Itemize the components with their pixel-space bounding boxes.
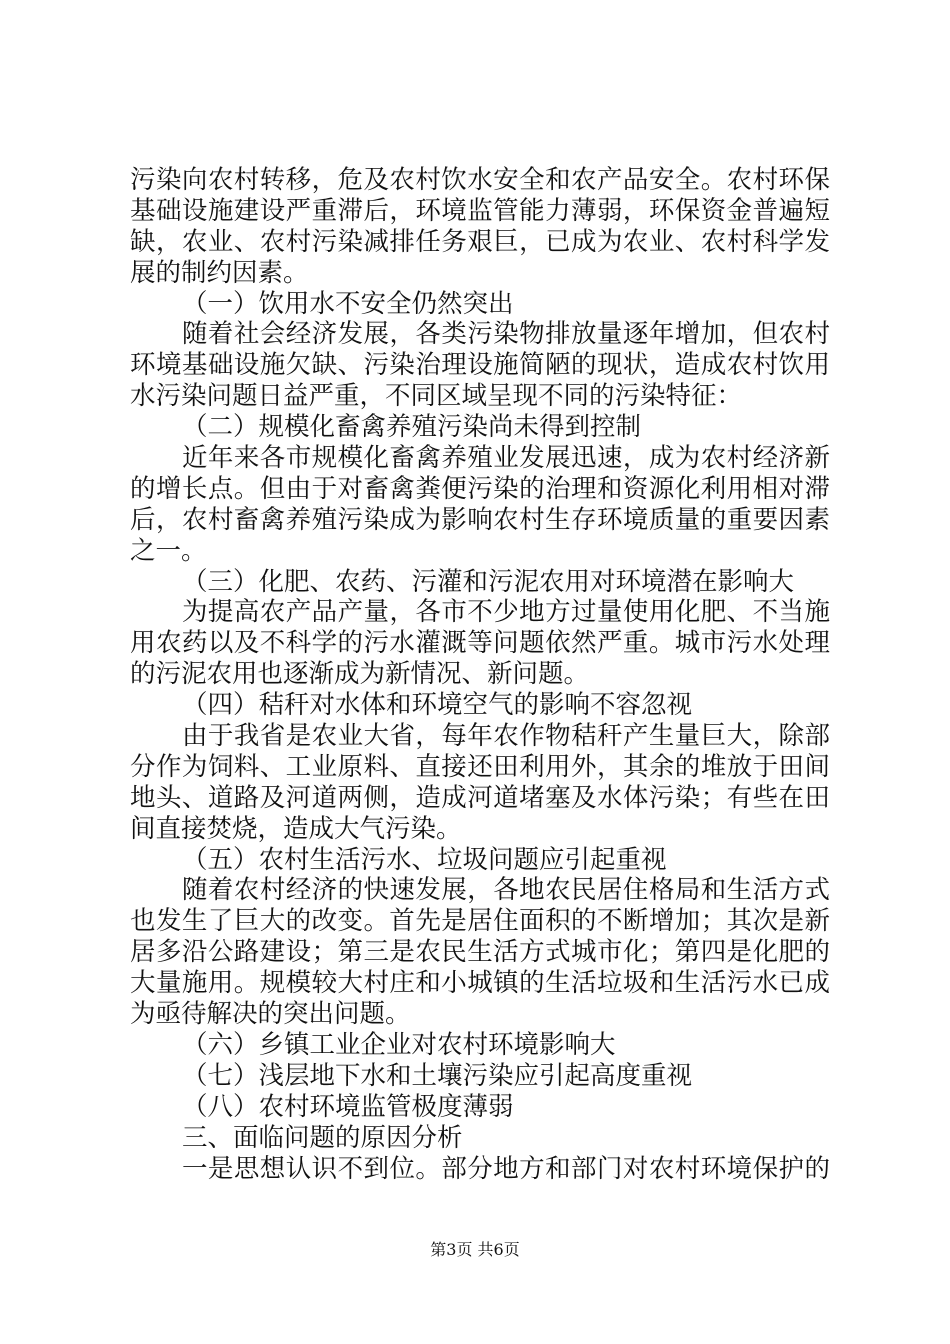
paragraph-line: 间直接焚烧，造成大气污染。 xyxy=(130,813,462,844)
paragraph-line: 一是思想认识不到位。部分地方和部门对农村环境保护的 xyxy=(182,1153,830,1184)
paragraph-line: 随着社会经济发展，各类污染物排放量逐年增加，但农村 xyxy=(182,319,830,350)
section-heading: （五）农村生活污水、垃圾问题应引起重视 xyxy=(182,844,667,875)
paragraph-line: 的污泥农用也逐渐成为新情况、新问题。 xyxy=(130,659,590,690)
paragraph-line: 的增长点。但由于对畜禽粪便污染的治理和资源化利用相对滞 xyxy=(130,473,830,504)
paragraph-line: 基础设施建设严重滞后，环境监管能力薄弱，环保资金普遍短 xyxy=(130,195,830,226)
paragraph-line: 缺，农业、农村污染减排任务艰巨，已成为农业、农村科学发 xyxy=(130,226,830,257)
section-heading: （八）农村环境监管极度薄弱 xyxy=(182,1091,514,1122)
paragraph-line: 也发生了巨大的改变。首先是居住面积的不断增加；其次是新 xyxy=(130,906,830,937)
section-heading: （二）规模化畜禽养殖污染尚未得到控制 xyxy=(182,412,642,443)
paragraph-line: 之一。 xyxy=(130,535,207,566)
section-heading: （一）饮用水不安全仍然突出 xyxy=(182,288,514,319)
paragraph-line: 大量施用。规模较大村庄和小城镇的生活垃圾和生活污水已成 xyxy=(130,968,830,999)
paragraph-line: 为亟待解决的突出问题。 xyxy=(130,999,411,1030)
paragraph-line: 污染向农村转移，危及农村饮水安全和农产品安全。农村环保 xyxy=(130,165,830,195)
paragraph-line: 展的制约因素。 xyxy=(130,257,309,288)
paragraph-line: 由于我省是农业大省，每年农作物秸秆产生量巨大，除部 xyxy=(182,721,830,752)
paragraph-line: 用农药以及不科学的污水灌溉等问题依然严重。城市污水处理 xyxy=(130,628,830,659)
page-footer: 第3页 共6页 xyxy=(430,1240,520,1259)
section-heading: （四）秸秆对水体和环境空气的影响不容忽视 xyxy=(182,690,693,721)
section-heading: （六）乡镇工业企业对农村环境影响大 xyxy=(182,1029,616,1060)
paragraph-line: 地头、道路及河道两侧，造成河道堵塞及水体污染；有些在田 xyxy=(130,782,830,813)
paragraph-line: 分作为饲料、工业原料、直接还田利用外，其余的堆放于田间 xyxy=(130,751,830,782)
paragraph-line: 水污染问题日益严重，不同区域呈现不同的污染特征： xyxy=(130,381,743,412)
section-heading: （三）化肥、农药、污灌和污泥农用对环境潜在影响大 xyxy=(182,566,795,597)
section-heading: （七）浅层地下水和土壤污染应引起高度重视 xyxy=(182,1060,693,1091)
paragraph-line: 随着农村经济的快速发展，各地农民居住格局和生活方式 xyxy=(182,875,830,906)
section-heading: 三、面临问题的原因分析 xyxy=(182,1122,463,1153)
paragraph-line: 近年来各市规模化畜禽养殖业发展迅速，成为农村经济新 xyxy=(182,443,830,474)
document-body xyxy=(130,165,830,1184)
paragraph-line: 为提高农产品产量，各市不少地方过量使用化肥、不当施 xyxy=(182,597,830,628)
paragraph-line: 环境基础设施欠缺、污染治理设施简陋的现状，造成农村饮用 xyxy=(130,350,830,381)
paragraph-line: 后，农村畜禽养殖污染成为影响农村生存环境质量的重要因素 xyxy=(130,504,830,535)
paragraph-line: 居多沿公路建设；第三是农民生活方式城市化；第四是化肥的 xyxy=(130,937,830,968)
